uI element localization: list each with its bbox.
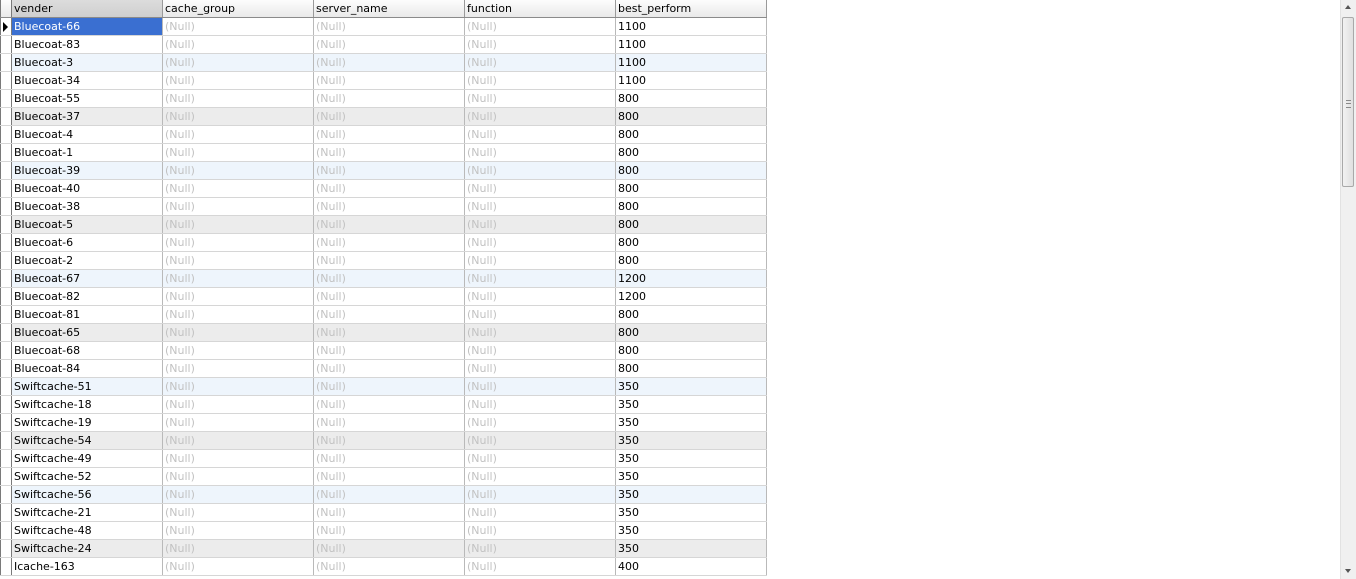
cell-function[interactable]: (Null) bbox=[465, 504, 616, 522]
cell-best-perform[interactable]: 1200 bbox=[616, 288, 767, 306]
cell-function[interactable]: (Null) bbox=[465, 558, 616, 576]
grip-icon bbox=[1346, 100, 1351, 108]
cell-vender[interactable]: Bluecoat-68 bbox=[12, 342, 163, 360]
row-indicator[interactable] bbox=[1, 252, 12, 270]
row-indicator[interactable] bbox=[1, 468, 12, 486]
cell-function[interactable]: (Null) bbox=[465, 468, 616, 486]
cell-cache-group[interactable]: (Null) bbox=[163, 360, 314, 378]
table-row[interactable] bbox=[1, 450, 767, 468]
cell-server-name[interactable]: (Null) bbox=[314, 162, 465, 180]
table-row[interactable] bbox=[1, 504, 767, 522]
cell-cache-group[interactable]: (Null) bbox=[163, 486, 314, 504]
cell-best-perform[interactable]: 1100 bbox=[616, 36, 767, 54]
column-header-cache-group[interactable]: cache_group bbox=[163, 0, 314, 18]
column-header-function[interactable]: function bbox=[465, 0, 616, 18]
cell-best-perform[interactable]: 350 bbox=[616, 504, 767, 522]
row-indicator[interactable] bbox=[1, 198, 12, 216]
row-indicator[interactable] bbox=[1, 126, 12, 144]
cell-cache-group[interactable]: (Null) bbox=[163, 18, 314, 36]
table-row[interactable] bbox=[1, 144, 767, 162]
cell-server-name[interactable]: (Null) bbox=[314, 216, 465, 234]
cell-vender[interactable]: Swiftcache-56 bbox=[12, 486, 163, 504]
cell-server-name[interactable]: (Null) bbox=[314, 558, 465, 576]
table-row[interactable] bbox=[1, 36, 767, 54]
cell-cache-group[interactable]: (Null) bbox=[163, 306, 314, 324]
cell-vender[interactable]: Swiftcache-51 bbox=[12, 378, 163, 396]
cell-best-perform[interactable]: 800 bbox=[616, 324, 767, 342]
cell-server-name[interactable]: (Null) bbox=[314, 90, 465, 108]
table-row[interactable] bbox=[1, 162, 767, 180]
cell-vender[interactable]: Bluecoat-6 bbox=[12, 234, 163, 252]
cell-cache-group[interactable]: (Null) bbox=[163, 108, 314, 126]
cell-server-name[interactable]: (Null) bbox=[314, 486, 465, 504]
cell-function[interactable]: (Null) bbox=[465, 342, 616, 360]
cell-function[interactable]: (Null) bbox=[465, 414, 616, 432]
cell-server-name[interactable]: (Null) bbox=[314, 306, 465, 324]
cell-function[interactable]: (Null) bbox=[465, 126, 616, 144]
cell-best-perform[interactable]: 350 bbox=[616, 432, 767, 450]
cell-server-name[interactable]: (Null) bbox=[314, 414, 465, 432]
table-row[interactable] bbox=[1, 558, 767, 576]
cell-best-perform[interactable]: 800 bbox=[616, 180, 767, 198]
cell-cache-group[interactable]: (Null) bbox=[163, 288, 314, 306]
cell-server-name[interactable]: (Null) bbox=[314, 468, 465, 486]
cell-best-perform[interactable]: 800 bbox=[616, 342, 767, 360]
cell-cache-group[interactable]: (Null) bbox=[163, 324, 314, 342]
cell-cache-group[interactable]: (Null) bbox=[163, 540, 314, 558]
cell-vender[interactable]: Bluecoat-5 bbox=[12, 216, 163, 234]
cell-vender[interactable]: Swiftcache-21 bbox=[12, 504, 163, 522]
cell-server-name[interactable]: (Null) bbox=[314, 432, 465, 450]
cell-server-name[interactable]: (Null) bbox=[314, 72, 465, 90]
row-indicator[interactable] bbox=[1, 180, 12, 198]
cell-server-name[interactable]: (Null) bbox=[314, 108, 465, 126]
cell-best-perform[interactable]: 350 bbox=[616, 450, 767, 468]
cell-function[interactable]: (Null) bbox=[465, 180, 616, 198]
cell-cache-group[interactable]: (Null) bbox=[163, 396, 314, 414]
cell-function[interactable]: (Null) bbox=[465, 198, 616, 216]
cell-cache-group[interactable]: (Null) bbox=[163, 252, 314, 270]
cell-vender[interactable]: Swiftcache-24 bbox=[12, 540, 163, 558]
cell-cache-group[interactable]: (Null) bbox=[163, 504, 314, 522]
cell-best-perform[interactable]: 1100 bbox=[616, 54, 767, 72]
table-row[interactable] bbox=[1, 396, 767, 414]
cell-vender[interactable]: Bluecoat-66 bbox=[12, 18, 163, 36]
table-row[interactable] bbox=[1, 252, 767, 270]
cell-cache-group[interactable]: (Null) bbox=[163, 54, 314, 72]
cell-function[interactable]: (Null) bbox=[465, 144, 616, 162]
cell-cache-group[interactable]: (Null) bbox=[163, 180, 314, 198]
table-row[interactable] bbox=[1, 432, 767, 450]
table-row[interactable] bbox=[1, 72, 767, 90]
cell-vender[interactable]: Icache-163 bbox=[12, 558, 163, 576]
cell-cache-group[interactable]: (Null) bbox=[163, 216, 314, 234]
table-row[interactable] bbox=[1, 378, 767, 396]
row-indicator[interactable] bbox=[1, 432, 12, 450]
table-row[interactable] bbox=[1, 216, 767, 234]
cell-function[interactable]: (Null) bbox=[465, 324, 616, 342]
table-row[interactable] bbox=[1, 90, 767, 108]
cell-function[interactable]: (Null) bbox=[465, 486, 616, 504]
cell-vender[interactable]: Bluecoat-82 bbox=[12, 288, 163, 306]
cell-best-perform[interactable]: 400 bbox=[616, 558, 767, 576]
cell-vender[interactable]: Bluecoat-84 bbox=[12, 360, 163, 378]
cell-function[interactable]: (Null) bbox=[465, 432, 616, 450]
cell-vender[interactable]: Swiftcache-49 bbox=[12, 450, 163, 468]
row-indicator[interactable] bbox=[1, 396, 12, 414]
cell-function[interactable]: (Null) bbox=[465, 90, 616, 108]
cell-vender[interactable]: Swiftcache-19 bbox=[12, 414, 163, 432]
cell-server-name[interactable]: (Null) bbox=[314, 234, 465, 252]
cell-vender[interactable]: Bluecoat-38 bbox=[12, 198, 163, 216]
row-indicator[interactable] bbox=[1, 378, 12, 396]
cell-best-perform[interactable]: 350 bbox=[616, 396, 767, 414]
cell-server-name[interactable]: (Null) bbox=[314, 288, 465, 306]
cell-best-perform[interactable]: 350 bbox=[616, 414, 767, 432]
cell-vender[interactable]: Swiftcache-18 bbox=[12, 396, 163, 414]
cell-vender[interactable]: Bluecoat-1 bbox=[12, 144, 163, 162]
cell-server-name[interactable]: (Null) bbox=[314, 36, 465, 54]
cell-function[interactable]: (Null) bbox=[465, 216, 616, 234]
table-row[interactable] bbox=[1, 234, 767, 252]
scroll-up-button[interactable] bbox=[1341, 0, 1356, 15]
cell-best-perform[interactable]: 1100 bbox=[616, 72, 767, 90]
scroll-down-button[interactable] bbox=[1341, 564, 1356, 579]
cell-cache-group[interactable]: (Null) bbox=[163, 342, 314, 360]
table-row[interactable] bbox=[1, 360, 767, 378]
row-indicator[interactable] bbox=[1, 324, 12, 342]
cell-server-name[interactable]: (Null) bbox=[314, 522, 465, 540]
cell-function[interactable]: (Null) bbox=[465, 540, 616, 558]
table-row[interactable] bbox=[1, 288, 767, 306]
cell-best-perform[interactable]: 800 bbox=[616, 126, 767, 144]
cell-vender[interactable]: Bluecoat-34 bbox=[12, 72, 163, 90]
row-indicator[interactable] bbox=[1, 522, 12, 540]
cell-vender[interactable]: Bluecoat-65 bbox=[12, 324, 163, 342]
cell-function[interactable]: (Null) bbox=[465, 234, 616, 252]
cell-vender[interactable]: Bluecoat-83 bbox=[12, 36, 163, 54]
column-header-best-perform[interactable]: best_perform bbox=[616, 0, 767, 18]
row-indicator[interactable] bbox=[1, 18, 12, 36]
cell-server-name[interactable]: (Null) bbox=[314, 378, 465, 396]
cell-function[interactable]: (Null) bbox=[465, 18, 616, 36]
cell-function[interactable]: (Null) bbox=[465, 162, 616, 180]
row-indicator[interactable] bbox=[1, 234, 12, 252]
cell-best-perform[interactable]: 800 bbox=[616, 144, 767, 162]
cell-vender[interactable]: Bluecoat-3 bbox=[12, 54, 163, 72]
cell-server-name[interactable]: (Null) bbox=[314, 54, 465, 72]
cell-best-perform[interactable]: 350 bbox=[616, 540, 767, 558]
table-row[interactable] bbox=[1, 522, 767, 540]
cell-cache-group[interactable]: (Null) bbox=[163, 144, 314, 162]
cell-server-name[interactable]: (Null) bbox=[314, 396, 465, 414]
table-row[interactable] bbox=[1, 180, 767, 198]
row-indicator[interactable] bbox=[1, 450, 12, 468]
cell-server-name[interactable]: (Null) bbox=[314, 144, 465, 162]
cell-vender[interactable]: Bluecoat-55 bbox=[12, 90, 163, 108]
cell-server-name[interactable]: (Null) bbox=[314, 270, 465, 288]
table-row[interactable] bbox=[1, 324, 767, 342]
cell-cache-group[interactable]: (Null) bbox=[163, 126, 314, 144]
cell-vender[interactable]: Bluecoat-4 bbox=[12, 126, 163, 144]
cell-best-perform[interactable]: 800 bbox=[616, 108, 767, 126]
cell-function[interactable]: (Null) bbox=[465, 72, 616, 90]
row-indicator[interactable] bbox=[1, 108, 12, 126]
cell-best-perform[interactable]: 800 bbox=[616, 216, 767, 234]
cell-server-name[interactable]: (Null) bbox=[314, 198, 465, 216]
column-header-server-name[interactable]: server_name bbox=[314, 0, 465, 18]
cell-cache-group[interactable]: (Null) bbox=[163, 558, 314, 576]
table-row[interactable] bbox=[1, 468, 767, 486]
row-indicator[interactable] bbox=[1, 144, 12, 162]
cell-best-perform[interactable]: 1100 bbox=[616, 18, 767, 36]
row-indicator[interactable] bbox=[1, 414, 12, 432]
cell-function[interactable]: (Null) bbox=[465, 108, 616, 126]
row-indicator[interactable] bbox=[1, 72, 12, 90]
row-indicator[interactable] bbox=[1, 216, 12, 234]
cell-vender[interactable]: Bluecoat-39 bbox=[12, 162, 163, 180]
cell-server-name[interactable]: (Null) bbox=[314, 252, 465, 270]
cell-cache-group[interactable]: (Null) bbox=[163, 162, 314, 180]
cell-server-name[interactable]: (Null) bbox=[314, 360, 465, 378]
cell-function[interactable]: (Null) bbox=[465, 306, 616, 324]
cell-cache-group[interactable]: (Null) bbox=[163, 36, 314, 54]
cell-server-name[interactable]: (Null) bbox=[314, 504, 465, 522]
cell-best-perform[interactable]: 800 bbox=[616, 360, 767, 378]
cell-cache-group[interactable]: (Null) bbox=[163, 378, 314, 396]
cell-best-perform[interactable]: 350 bbox=[616, 486, 767, 504]
header-corner[interactable] bbox=[1, 0, 12, 18]
cell-function[interactable]: (Null) bbox=[465, 396, 616, 414]
cell-best-perform[interactable]: 800 bbox=[616, 162, 767, 180]
cell-best-perform[interactable]: 800 bbox=[616, 90, 767, 108]
cell-server-name[interactable]: (Null) bbox=[314, 540, 465, 558]
row-indicator[interactable] bbox=[1, 360, 12, 378]
cell-best-perform[interactable]: 800 bbox=[616, 306, 767, 324]
row-indicator[interactable] bbox=[1, 504, 12, 522]
cell-cache-group[interactable]: (Null) bbox=[163, 414, 314, 432]
cell-function[interactable]: (Null) bbox=[465, 378, 616, 396]
row-indicator[interactable] bbox=[1, 342, 12, 360]
cell-cache-group[interactable]: (Null) bbox=[163, 90, 314, 108]
cell-cache-group[interactable]: (Null) bbox=[163, 198, 314, 216]
cell-function[interactable]: (Null) bbox=[465, 450, 616, 468]
cell-function[interactable]: (Null) bbox=[465, 270, 616, 288]
cell-vender[interactable]: Swiftcache-52 bbox=[12, 468, 163, 486]
table-row[interactable] bbox=[1, 540, 767, 558]
cell-function[interactable]: (Null) bbox=[465, 522, 616, 540]
cell-function[interactable]: (Null) bbox=[465, 54, 616, 72]
cell-vender[interactable]: Swiftcache-54 bbox=[12, 432, 163, 450]
cell-vender[interactable]: Bluecoat-40 bbox=[12, 180, 163, 198]
cell-server-name[interactable]: (Null) bbox=[314, 450, 465, 468]
cell-best-perform[interactable]: 350 bbox=[616, 378, 767, 396]
cell-server-name[interactable]: (Null) bbox=[314, 18, 465, 36]
cell-cache-group[interactable]: (Null) bbox=[163, 234, 314, 252]
table-row[interactable] bbox=[1, 342, 767, 360]
cell-cache-group[interactable]: (Null) bbox=[163, 72, 314, 90]
row-indicator[interactable] bbox=[1, 36, 12, 54]
cell-best-perform[interactable]: 800 bbox=[616, 252, 767, 270]
cell-best-perform[interactable]: 800 bbox=[616, 234, 767, 252]
cell-cache-group[interactable]: (Null) bbox=[163, 468, 314, 486]
table-row[interactable] bbox=[1, 414, 767, 432]
row-indicator[interactable] bbox=[1, 540, 12, 558]
scroll-thumb[interactable] bbox=[1342, 17, 1354, 187]
cell-server-name[interactable]: (Null) bbox=[314, 180, 465, 198]
cell-server-name[interactable]: (Null) bbox=[314, 342, 465, 360]
row-indicator[interactable] bbox=[1, 486, 12, 504]
table-row[interactable] bbox=[1, 108, 767, 126]
column-header-vender[interactable]: vender bbox=[12, 0, 163, 18]
row-indicator[interactable] bbox=[1, 54, 12, 72]
cell-best-perform[interactable]: 1200 bbox=[616, 270, 767, 288]
chevron-up-icon bbox=[1345, 5, 1351, 9]
table-row[interactable] bbox=[1, 270, 767, 288]
cell-server-name[interactable]: (Null) bbox=[314, 324, 465, 342]
row-indicator[interactable] bbox=[1, 90, 12, 108]
row-indicator[interactable] bbox=[1, 270, 12, 288]
table-row[interactable] bbox=[1, 306, 767, 324]
row-indicator[interactable] bbox=[1, 558, 12, 576]
cell-vender[interactable]: Swiftcache-48 bbox=[12, 522, 163, 540]
table-row[interactable] bbox=[1, 18, 767, 36]
cell-cache-group[interactable]: (Null) bbox=[163, 270, 314, 288]
table-row[interactable] bbox=[1, 126, 767, 144]
table-row[interactable] bbox=[1, 198, 767, 216]
grid-body bbox=[1, 18, 767, 576]
row-indicator[interactable] bbox=[1, 306, 12, 324]
cell-function[interactable]: (Null) bbox=[465, 252, 616, 270]
cell-server-name[interactable]: (Null) bbox=[314, 126, 465, 144]
cell-vender[interactable]: Bluecoat-67 bbox=[12, 270, 163, 288]
cell-function[interactable]: (Null) bbox=[465, 288, 616, 306]
cell-cache-group[interactable]: (Null) bbox=[163, 450, 314, 468]
triangle-right-icon bbox=[3, 22, 8, 32]
cell-function[interactable]: (Null) bbox=[465, 36, 616, 54]
cell-best-perform[interactable]: 800 bbox=[616, 198, 767, 216]
table-row[interactable] bbox=[1, 486, 767, 504]
cell-cache-group[interactable]: (Null) bbox=[163, 432, 314, 450]
cell-best-perform[interactable]: 350 bbox=[616, 522, 767, 540]
chevron-down-icon bbox=[1345, 569, 1351, 573]
row-indicator[interactable] bbox=[1, 288, 12, 306]
cell-function[interactable]: (Null) bbox=[465, 360, 616, 378]
cell-cache-group[interactable]: (Null) bbox=[163, 522, 314, 540]
cell-vender[interactable]: Bluecoat-2 bbox=[12, 252, 163, 270]
vertical-scrollbar[interactable] bbox=[1340, 0, 1356, 579]
row-indicator[interactable] bbox=[1, 162, 12, 180]
table-row[interactable] bbox=[1, 54, 767, 72]
header-row bbox=[1, 0, 767, 18]
cell-best-perform[interactable]: 350 bbox=[616, 468, 767, 486]
cell-vender[interactable]: Bluecoat-81 bbox=[12, 306, 163, 324]
cell-vender[interactable]: Bluecoat-37 bbox=[12, 108, 163, 126]
